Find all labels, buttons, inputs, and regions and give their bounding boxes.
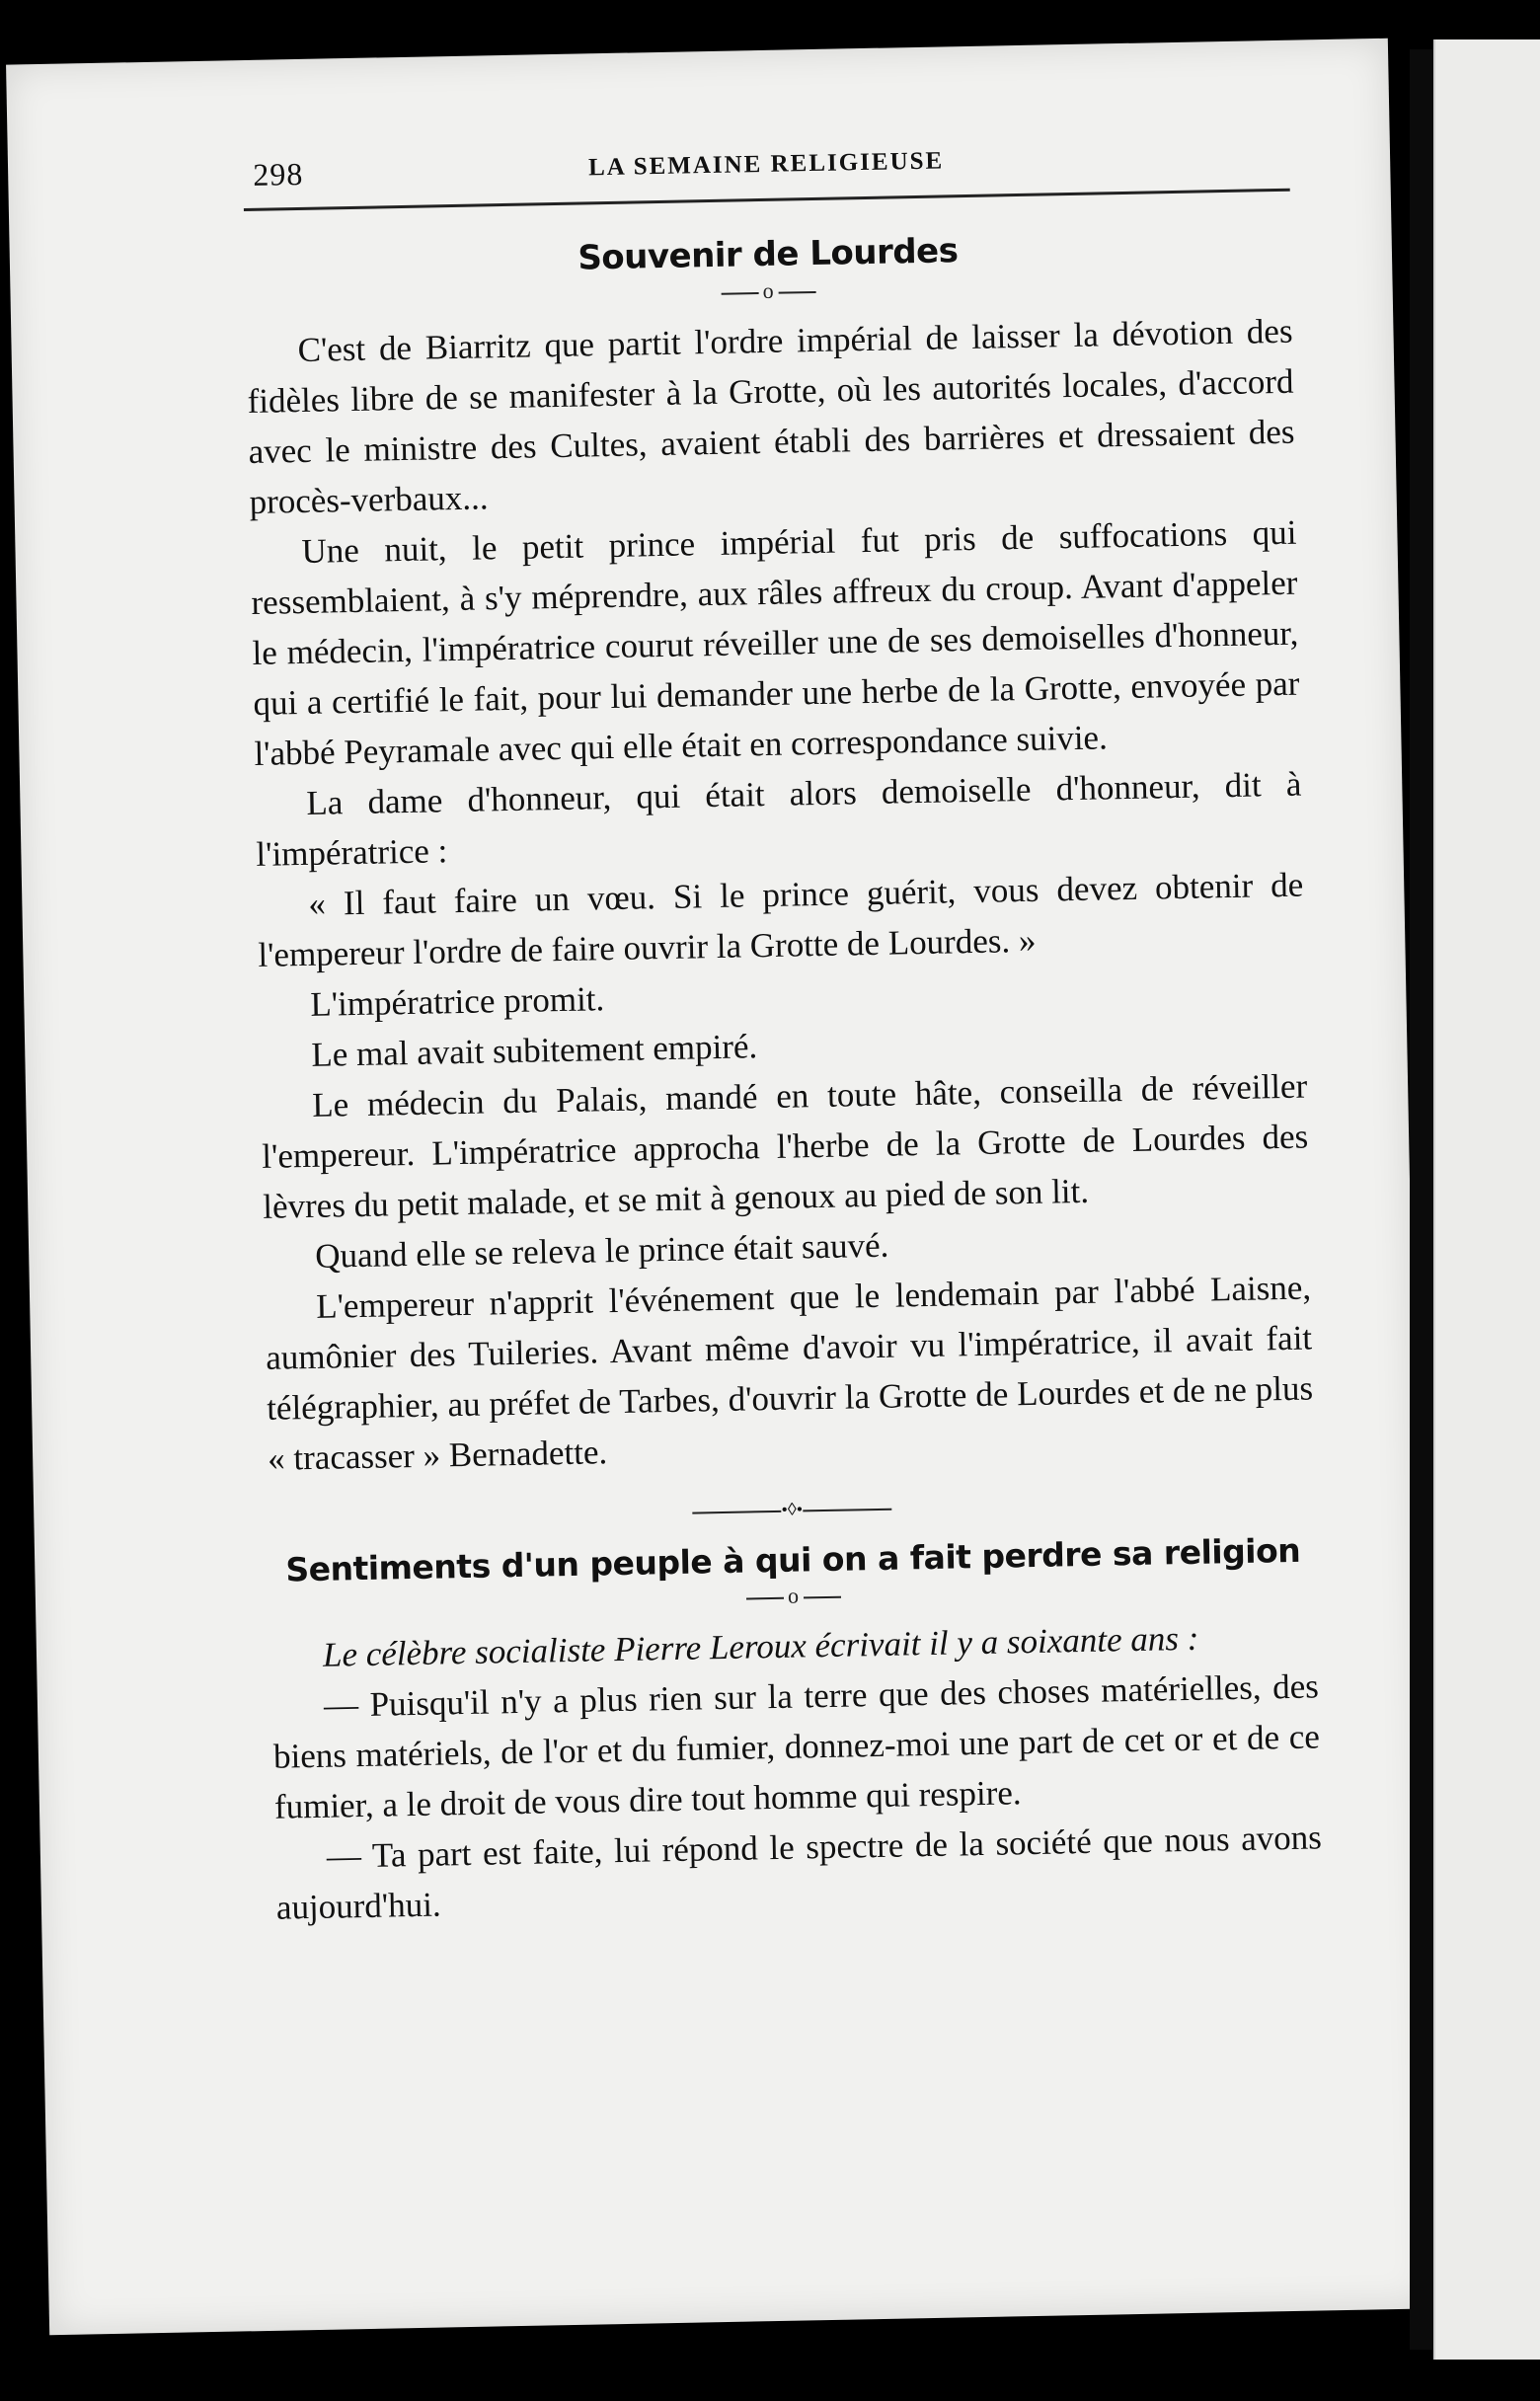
paragraph: — Ta part est faite, lui répond le spectre de la société que nous avons aujourd'hui.: [275, 1818, 1323, 1927]
paragraph: — Puisqu'il n'y a plus rien sur la terre que des choses matérielles, des biens matériels, de l'or et du fumier, donnez-moi une part de cet or et de ce fumier, a le droit de vous dire tout homme qui respire.: [272, 1666, 1321, 1826]
page-number: 298: [252, 155, 304, 193]
title-separator: o: [245, 269, 1291, 314]
article-body-lourdes: [246, 306, 1314, 1484]
journal-title: LA SEMAINE RELIGIEUSE: [587, 147, 945, 182]
running-header: [243, 119, 1290, 211]
paragraph: La dame d'honneur, qui était alors demoiselle d'honneur, dit à l'impératrice :: [256, 764, 1302, 874]
paragraph: « Il faut faire un vœu. Si le prince guérit, vous devez obtenir de l'empereur l'ordre de faire ouvrir la Grotte de Lourdes. »: [258, 865, 1304, 974]
paragraph: Le médecin du Palais, mandé en toute hâte, conseilla de réveiller l'empereur. L'impératrice approcha l'herbe de la Grotte de Lourdes des lèvres du petit malade, et se mit à genoux au pied de son lit.: [261, 1066, 1309, 1226]
paragraph: Une nuit, le petit prince impérial fut pris de suffocations qui ressemblaient, à s'y méprendre, aux râles affreux du croup. Avant d'appeler le médecin, l'impératrice courut réveiller une de ses demoiselles d'honneur, qui a certifié le fait, pour lui demander une herbe de la Grotte, envoyée par l'abbé Peyramale avec qui elle était en correspondance suivie.: [251, 512, 1300, 773]
book-page: [6, 39, 1431, 2335]
paragraph: Le mal avait subitement empiré.: [310, 1027, 758, 1074]
article-title-sentiments: Sentiments d'un peuple à qui on a fait perdre sa religion: [284, 1530, 1301, 1589]
page-content: [243, 119, 1324, 1933]
section-ornament: •◊•: [269, 1489, 1315, 1528]
title-separator: o: [270, 1573, 1317, 1618]
article-body-sentiments: [271, 1610, 1324, 1932]
book-gutter-shadow: [1410, 49, 1433, 2350]
paragraph: Quand elle se releva le prince était sauvé.: [314, 1225, 889, 1276]
facing-page-edge: [1433, 39, 1540, 2360]
intro-paragraph: Le célèbre socialiste Pierre Leroux écrivait il y a soixante ans :: [322, 1618, 1199, 1674]
article-title-lourdes: Souvenir de Lourdes: [577, 231, 959, 278]
paragraph: C'est de Biarritz que partit l'ordre impérial de laisser la dévotion des fidèles libre de se manifester à la Grotte, où les autorités locales, d'accord avec le ministre des Cultes, avaient établi des barrières et dressaient des procès-verbaux...: [247, 311, 1295, 521]
paragraph: L'empereur n'apprit l'événement que le lendemain par l'abbé Laisne, aumônier des Tuileries. Avant même d'avoir vu l'impératrice, il avait fait télégraphier, au préfet de Tarbes, d'ouvrir la Grotte de Lourdes et de ne plus « tracasser » Bernadette.: [265, 1268, 1314, 1478]
paragraph: L'impératrice promit.: [310, 979, 605, 1024]
